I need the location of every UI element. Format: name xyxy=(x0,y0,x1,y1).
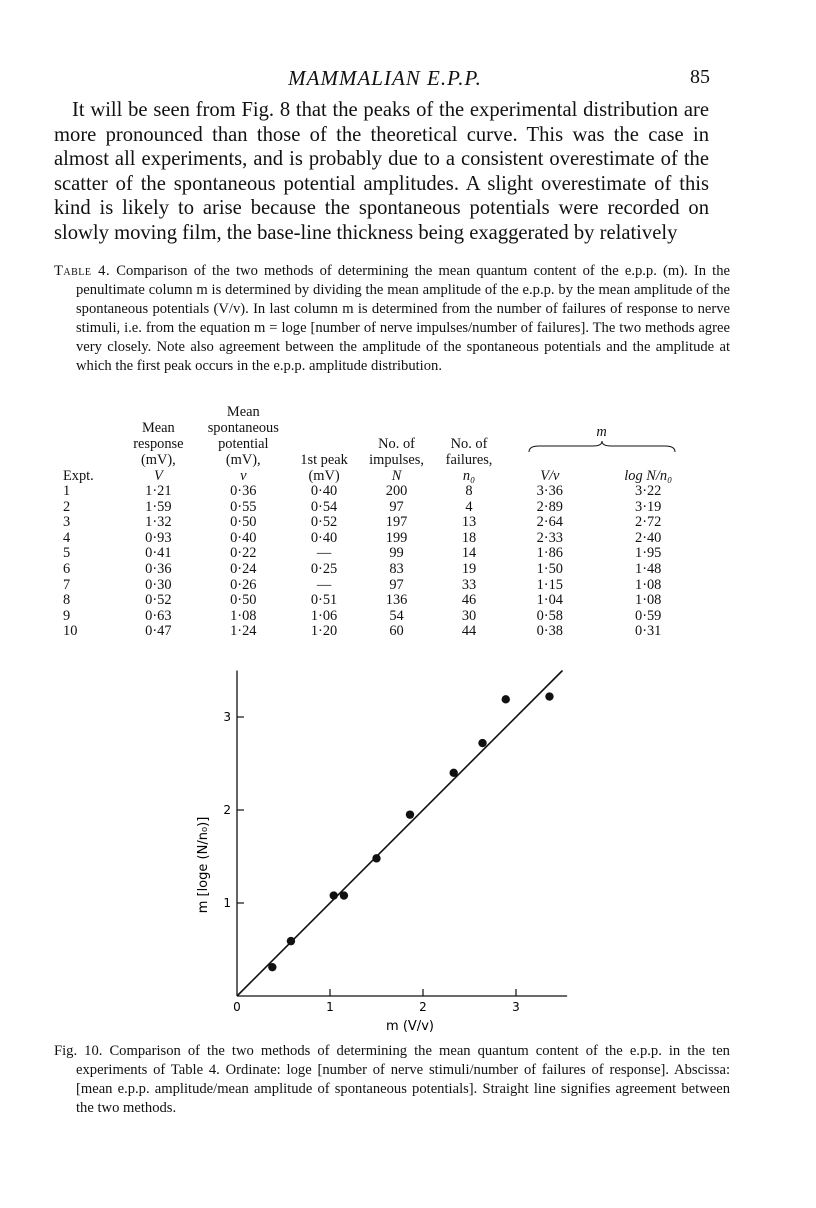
y-tick-label: 2 xyxy=(223,803,231,817)
table-row xyxy=(60,624,700,640)
table-row xyxy=(60,531,700,547)
table-cell: 0·93 xyxy=(145,529,172,546)
figure-label: Fig. 10. xyxy=(54,1043,103,1059)
page-header xyxy=(60,66,710,90)
table-cell: 0·47 xyxy=(145,623,172,640)
table-row xyxy=(60,515,700,531)
data-point xyxy=(268,963,276,971)
table-body xyxy=(60,484,700,640)
y-tick-label: 1 xyxy=(223,896,231,910)
table-cell: 0·36 xyxy=(145,560,172,577)
table-cell: 46 xyxy=(461,592,477,609)
table-cell: 14 xyxy=(461,545,477,562)
table-cell: 1·48 xyxy=(635,560,662,577)
x-tick-label: 1 xyxy=(326,1000,334,1014)
data-point xyxy=(449,769,457,777)
table-cell: 0·50 xyxy=(230,514,257,531)
table-cell: 1·15 xyxy=(536,576,563,593)
table-cell: 136 xyxy=(385,592,408,609)
table-cell: 1·08 xyxy=(635,576,662,593)
table-cell: 197 xyxy=(385,514,408,531)
chart-reference-line xyxy=(237,671,563,997)
table-header-row xyxy=(60,404,700,458)
data-point xyxy=(372,854,380,862)
table-cell: 13 xyxy=(461,514,477,531)
table-cell: — xyxy=(316,576,332,593)
table-row xyxy=(60,609,700,625)
table-cell: 1·50 xyxy=(536,560,563,577)
table-caption-text: Comparison of the two methods of determining the mean quantum content of the e.p.p. (m). In the penultimate column m is determined by dividing the mean amplitude of the e.p.p. by the mean amplitude of the spontaneous potentials (V/v). In last column m is determined from the number of failures of response to nerve stimuli, i.e. from the equation m = loge [number of nerve impulses/number of failures]. The two methods agree very closely. Note also agreement between the amplitude of the spontaneous potentials and the amplitude at which the first peak occurs in the e.p.p. amplitude distribution. xyxy=(76,263,730,374)
table-cell: 83 xyxy=(389,560,404,577)
table-cell: 1 xyxy=(63,483,71,499)
table-cell: 0·41 xyxy=(145,545,172,562)
header-expt: Expt. xyxy=(63,468,94,484)
table-cell: 3·19 xyxy=(635,498,662,515)
table-cell: — xyxy=(316,545,332,562)
table-cell: 1·06 xyxy=(310,607,338,624)
figure-10-chart xyxy=(160,660,580,1040)
table-cell: 1·08 xyxy=(230,607,257,624)
table-row xyxy=(60,484,700,500)
x-tick-label: 2 xyxy=(419,1000,427,1014)
table-cell: 2·64 xyxy=(536,514,563,531)
table-cell: 99 xyxy=(389,545,404,562)
header-first-peak: 1st peak (mV) xyxy=(300,452,348,484)
table-cell: 19 xyxy=(461,560,477,577)
table-cell: 0·40 xyxy=(310,529,338,546)
table-cell: 0·63 xyxy=(145,607,172,624)
table-cell: 2·33 xyxy=(536,529,563,546)
identity-line xyxy=(237,671,563,997)
table-cell: 0·52 xyxy=(310,514,338,531)
data-point xyxy=(502,695,510,703)
table-cell: 0·59 xyxy=(635,607,662,624)
table-cell: 3 xyxy=(63,514,71,531)
table-cell: 33 xyxy=(461,576,477,593)
table-cell: 5 xyxy=(63,545,71,562)
data-point xyxy=(406,810,414,818)
figure-caption-text: Comparison of the two methods of determining the mean quantum content of the e.p.p. in the ten experiments of Table 4. Ordinate: loge [number of nerve stimuli/number of failures of response]. Abscissa: [mean e.p.p. amplitude/mean amplitude of spontaneous potentials]. Straight line signifies agreement between the two methods. xyxy=(76,1043,730,1116)
header-m-group: m xyxy=(503,404,700,458)
table-cell: 2 xyxy=(63,498,71,515)
table-cell: 0·58 xyxy=(536,607,563,624)
table-cell: 0·30 xyxy=(145,576,172,593)
table-cell: 0·51 xyxy=(310,592,338,609)
header-impulses: No. of impulses, N xyxy=(369,436,424,484)
x-axis-label: m (V/v) xyxy=(386,1019,434,1034)
data-table xyxy=(60,404,700,640)
y-tick-label: 3 xyxy=(223,710,231,724)
table-cell: 1·59 xyxy=(145,498,172,515)
x-tick-label: 0 xyxy=(233,1000,241,1014)
table-cell: 1·32 xyxy=(145,514,172,531)
table-cell: 1·04 xyxy=(536,592,563,609)
table-cell: 200 xyxy=(385,483,408,499)
header-failures: No. of failures, n₀ xyxy=(445,436,493,484)
x-tick-label: 3 xyxy=(512,1000,520,1014)
table-row xyxy=(60,546,700,562)
table-cell: 18 xyxy=(461,529,477,546)
header-mean-response: Mean response (mV), V xyxy=(133,420,184,484)
body-paragraph: It will be seen from Fig. 8 that the peaks of the experimental distribution are more pronounced than those of the theoretical curve. This was the case in almost all experiments, and is probably due to a consistent overestimate of the scatter of the spontaneous potential amplitudes. A slight overestimate of this kind is likely to arise because the spontaneous potentials were recorded on slowly moving film, the base-line thickness being exaggerated by relatively xyxy=(54,99,709,244)
data-point xyxy=(340,891,348,899)
table-cell: 97 xyxy=(389,498,404,515)
table-cell: 54 xyxy=(389,607,404,624)
table-cell: 199 xyxy=(385,529,408,546)
table-cell: 3·22 xyxy=(635,483,662,499)
table-cell: 44 xyxy=(461,623,477,640)
table-cell: 1·08 xyxy=(635,592,662,609)
table-cell: 2·89 xyxy=(536,498,563,515)
chart-axes xyxy=(223,671,567,1015)
table-cell: 60 xyxy=(389,623,404,640)
page-number: 85 xyxy=(690,66,710,88)
table-cell: 8 xyxy=(63,592,71,609)
table-cell: 1·21 xyxy=(145,483,172,499)
table-cell: 97 xyxy=(389,576,404,593)
table-cell: 0·54 xyxy=(310,498,338,515)
table-row xyxy=(60,578,700,594)
table-cell: 2·40 xyxy=(635,529,662,546)
brace-icon xyxy=(527,440,677,454)
table-cell: 1·95 xyxy=(635,545,662,562)
header-mean-spontaneous: Mean spontaneous potential (mV), v xyxy=(207,404,279,484)
table-row xyxy=(60,593,700,609)
table-cell: 0·24 xyxy=(230,560,257,577)
table-cell: 0·25 xyxy=(310,560,338,577)
table-caption xyxy=(54,262,730,376)
data-point xyxy=(287,937,295,945)
data-point xyxy=(545,692,553,700)
figure-caption xyxy=(54,1042,730,1118)
table-cell: 0·40 xyxy=(230,529,257,546)
table-cell: 0·52 xyxy=(145,592,172,609)
data-point xyxy=(330,891,338,899)
table-cell: 1·20 xyxy=(310,623,338,640)
table-cell: 0·50 xyxy=(230,592,257,609)
header-log: log N/n₀ xyxy=(624,468,673,484)
table-cell: 1·24 xyxy=(230,623,257,640)
table-cell: 10 xyxy=(63,623,78,640)
table-cell: 3·36 xyxy=(536,483,563,499)
data-point xyxy=(478,739,486,747)
table-row xyxy=(60,500,700,516)
table-cell: 0·36 xyxy=(230,483,257,499)
table-label: Table 4. xyxy=(54,263,111,279)
table-cell: 4 xyxy=(465,498,473,515)
chart-points xyxy=(268,692,554,971)
table-cell: 8 xyxy=(465,483,473,499)
table-cell: 4 xyxy=(63,529,71,546)
table-cell: 0·38 xyxy=(536,623,563,640)
running-title: MAMMALIAN E.P.P. xyxy=(288,66,482,90)
table-cell: 30 xyxy=(461,607,477,624)
table-cell: 1·86 xyxy=(536,545,563,562)
table-row xyxy=(60,562,700,578)
table-cell: 0·26 xyxy=(230,576,257,593)
y-axis-label: m [loge (N/n₀)] xyxy=(196,816,211,914)
table-cell: 0·55 xyxy=(230,498,257,515)
table-cell: 9 xyxy=(63,607,71,624)
header-ratio: V/v xyxy=(540,468,560,484)
table-cell: 0·40 xyxy=(310,483,338,499)
table-cell: 2·72 xyxy=(635,514,662,531)
table-cell: 7 xyxy=(63,576,71,593)
table-cell: 6 xyxy=(63,560,71,577)
table-cell: 0·22 xyxy=(230,545,257,562)
table-cell: 0·31 xyxy=(635,623,662,640)
